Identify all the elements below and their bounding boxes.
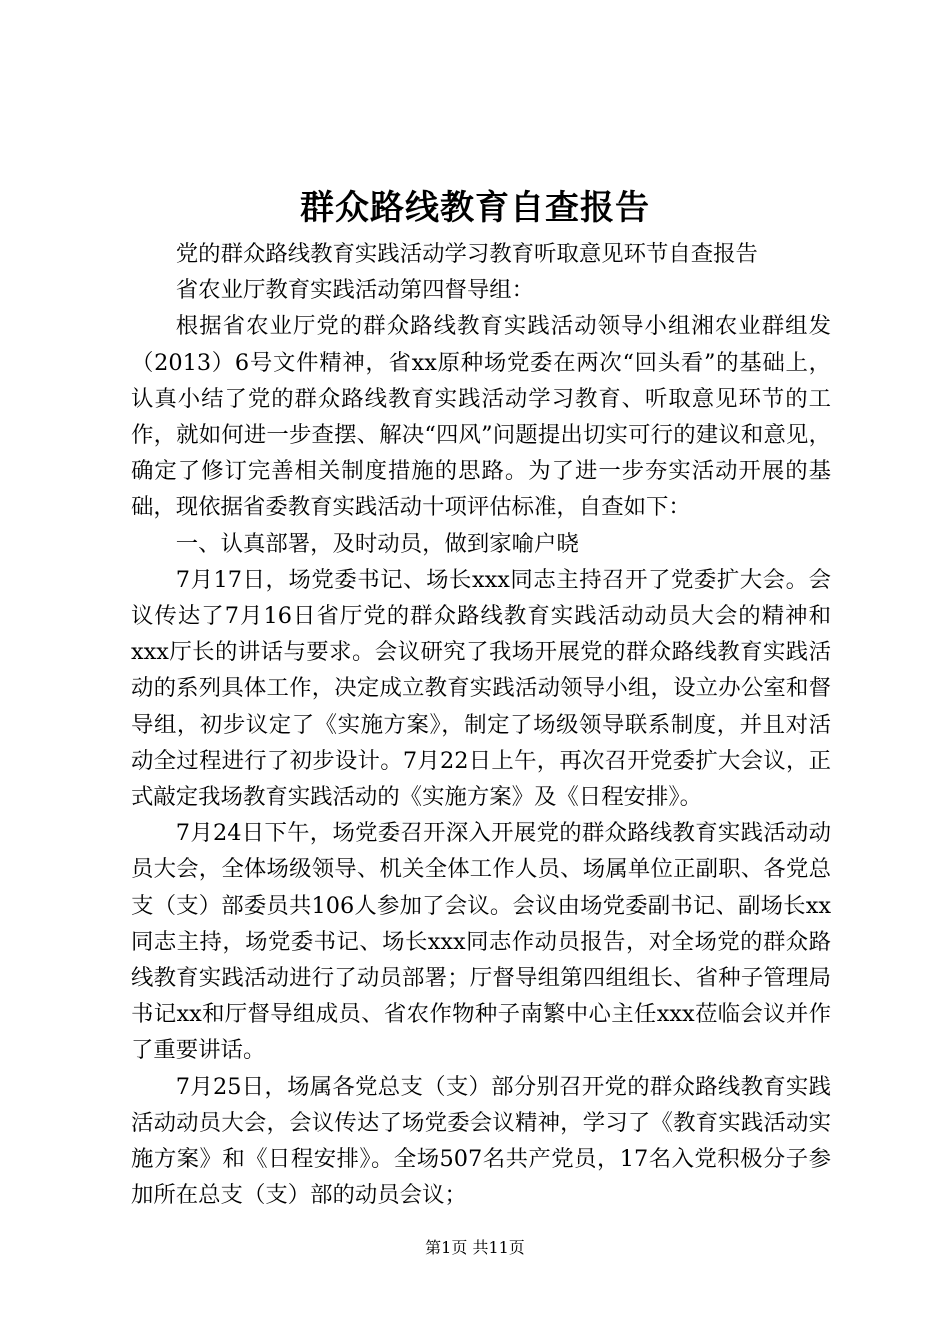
document-title: 群众路线教育自查报告 — [300, 188, 650, 228]
paragraph-intro: 根据省农业厅党的群众路线教育实践活动领导小组湘农业群组发（2013）6号文件精神，省xx原种场党委在两次“回头看”的基础上，认真小结了党的群众路线教育实践活动学习教育、听取意见环节的工作，就如何进一步查摆、解决“四风”问题提出切实可行的建议和意见，确定了修订完善相关制度措施的思路。为了进一步夯实活动开展的基础，现依据省委教育实践活动十项评估标准，自查如下： — [131, 313, 831, 521]
paragraph-july-24: 7月24日下午，场党委召开深入开展党的群众路线教育实践活动动员大会，全体场级领导、机关全体工作人员、场属单位正副职、各党总支（支）部委员共106人参加了会议。会议由场党委副书记、副场长xx同志主持，场党委书记、场长xxx同志作动员报告，对全场党的群众路线教育实践活动进行了动员部署；厅督导组第四组组长、省种子管理局书记xx和厅督导组成员、省农作物种子南繁中心主任xxx莅临会议并作了重要讲话。 — [131, 820, 831, 1064]
paragraph-july-25: 7月25日，场属各党总支（支）部分别召开党的群众路线教育实践活动动员大会，会议传达了场党委会议精神，学习了《教育实践活动实施方案》和《日程安排》。全场507名共产党员，17名入党积极分子参加所在总支（支）部的动员会议； — [131, 1073, 831, 1209]
page-number-footer: 第1页 共11页 — [425, 1238, 525, 1257]
paragraph-july-17: 7月17日，场党委书记、场长xxx同志主持召开了党委扩大会。会议传达了7月16日省厅党的群众路线教育实践活动动员大会的精神和xxx厅长的讲话与要求。会议研究了我场开展党的群众路线教育实践活动的系列具体工作，决定成立教育实践活动领导小组，设立办公室和督导组，初步议定了《实施方案》，制定了场级领导联系制度，并且对活动全过程进行了初步设计。7月22日上午，再次召开党委扩大会议，正式敲定我场教育实践活动的《实施方案》及《日程安排》。 — [131, 566, 831, 811]
paragraph-salutation: 省农业厅教育实践活动第四督导组： — [175, 277, 535, 304]
section-heading-1: 一、认真部署，及时动员，做到家喻户晓 — [175, 530, 579, 557]
paragraph-subtitle: 党的群众路线教育实践活动学习教育听取意见环节自查报告 — [175, 241, 758, 267]
document-body — [131, 236, 831, 1213]
